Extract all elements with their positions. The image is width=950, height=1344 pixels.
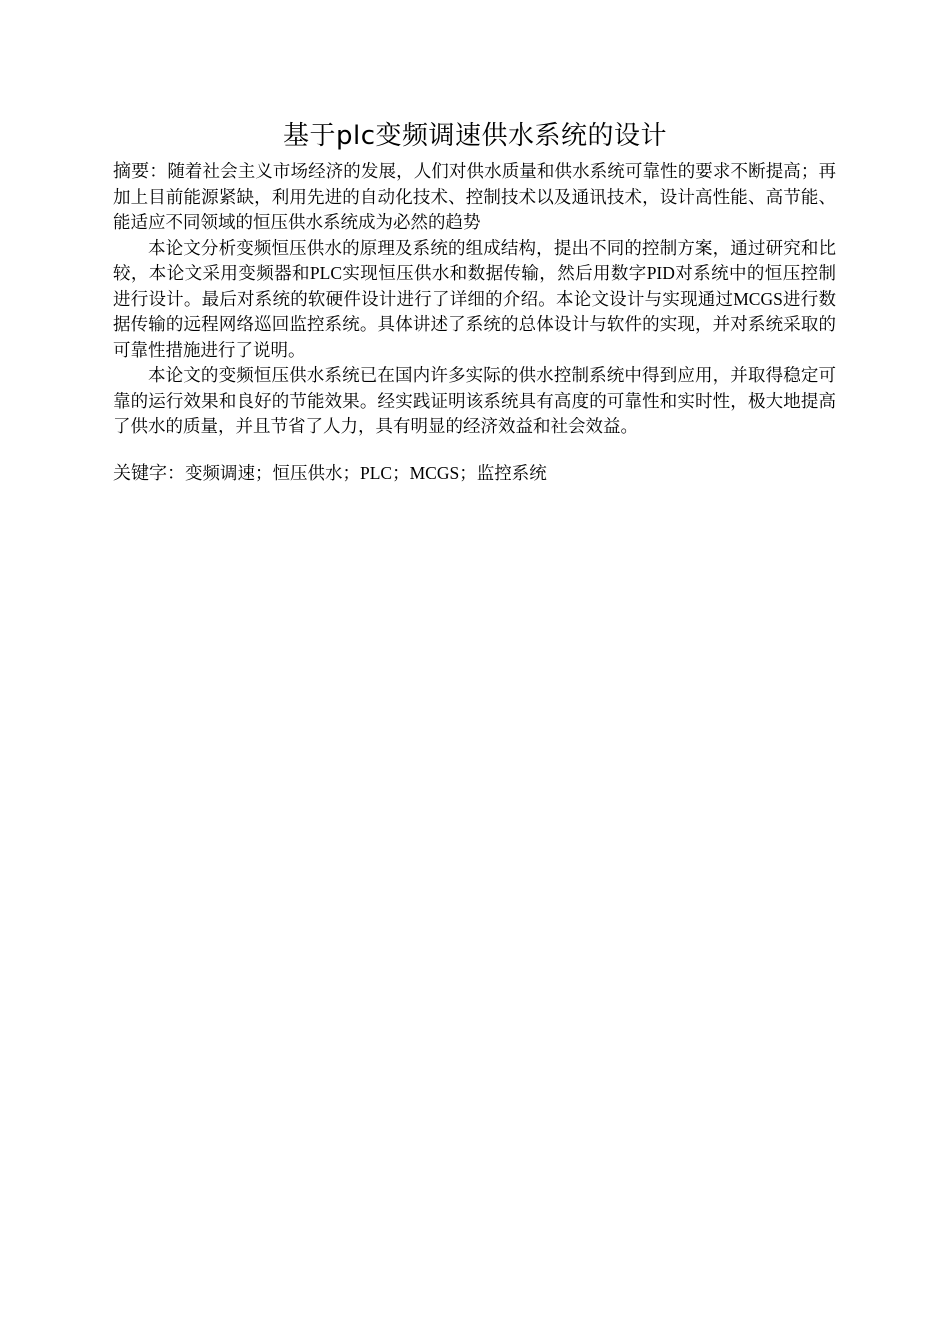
keywords-label: 关键字： bbox=[113, 463, 185, 484]
abstract-paragraph-2: 本论文分析变频恒压供水的原理及系统的组成结构，提出不同的控制方案，通过研究和比较，本论文采用变频器和PLC实现恒压供水和数据传输，然后用数字PID对系统中的恒压控制进行设计。最后对系统的软硬件设计进行了详细的介绍。本论文设计与实现通过MCGS进行数据传输的远程网络巡回监控系统。具体讲述了系统的总体设计与软件的实现，并对系统采取的可靠性措施进行了说明。 bbox=[113, 237, 836, 360]
abstract-section bbox=[113, 159, 836, 440]
abstract-paragraph-1 bbox=[113, 159, 836, 236]
abstract-label: 摘要： bbox=[113, 161, 168, 182]
document-title: 基于plc变频调速供水系统的设计 bbox=[282, 121, 668, 151]
abstract-paragraph-3: 本论文的变频恒压供水系统已在国内许多实际的供水控制系统中得到应用，并取得稳定可靠的运行效果和良好的节能效果。经实践证明该系统具有高度的可靠性和实时性，极大地提高了供水的质量，并且节省了人力，具有明显的经济效益和社会效益。 bbox=[113, 365, 836, 436]
keywords-line bbox=[113, 460, 836, 487]
abstract-text-1: 随着社会主义市场经济的发展，人们对供水质量和供水系统可靠性的要求不断提高；再加上目前能源紧缺，利用先进的自动化技术、控制技术以及通讯技术，设计高性能、高节能、能适应不同领域的恒压供水系统成为必然的趋势 bbox=[113, 161, 837, 232]
keywords-text: 变频调速；恒压供水；PLC；MCGS；监控系统 bbox=[185, 463, 547, 483]
